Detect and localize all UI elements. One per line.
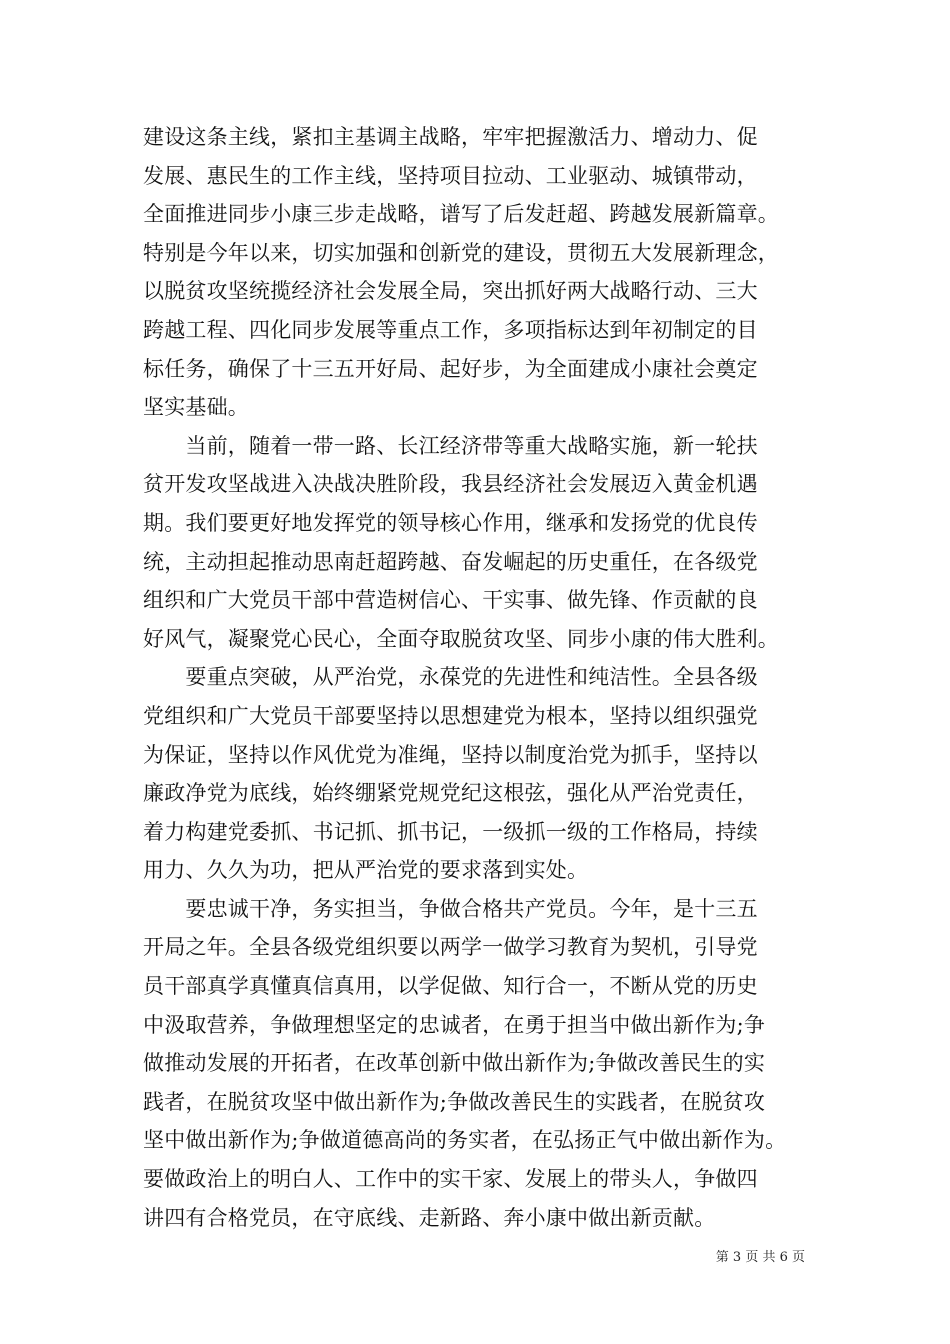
text-line: 发展、惠民生的工作主线，坚持项目拉动、工业驱动、城镇带动， — [143, 163, 758, 188]
text-line: 坚中做出新作为;争做道德高尚的务实者，在弘扬正气中做出新作为。 — [143, 1128, 787, 1153]
text-line: 用力、久久为功，把从严治党的要求落到实处。 — [143, 858, 589, 883]
text-line: 为保证，坚持以作风优党为准绳，坚持以制度治党为抓手，坚持以 — [143, 742, 758, 767]
text-line: 跨越工程、四化同步发展等重点工作，多项指标达到年初制定的目 — [143, 317, 758, 342]
text-line: 践者，在脱贫攻坚中做出新作为;争做改善民生的实践者，在脱贫攻 — [143, 1089, 766, 1114]
text-line: 做推动发展的开拓者，在改革创新中做出新作为;争做改善民生的实 — [143, 1051, 766, 1076]
text-line: 要忠诚干净，务实担当，争做合格共产党员。今年，是十三五 — [143, 896, 758, 921]
text-line: 员干部真学真懂真信真用，以学促做、知行合一，不断从党的历史 — [143, 974, 758, 999]
text-line: 开局之年。全县各级党组织要以两学一做学习教育为契机，引导党 — [143, 935, 758, 960]
text-line: 要做政治上的明白人、工作中的实干家、发展上的带头人，争做四 — [143, 1167, 758, 1192]
text-line: 当前，随着一带一路、长江经济带等重大战略实施，新一轮扶 — [143, 433, 758, 458]
text-line: 特别是今年以来，切实加强和创新党的建设，贯彻五大发展新理念， — [143, 240, 779, 265]
text-line: 党组织和广大党员干部要坚持以思想建党为根本，坚持以组织强党 — [143, 703, 758, 728]
text-line: 中汲取营养，争做理想坚定的忠诚者，在勇于担当中做出新作为;争 — [143, 1012, 766, 1037]
text-line: 要重点突破，从严治党，永葆党的先进性和纯洁性。全县各级 — [143, 665, 758, 690]
text-line: 坚实基础。 — [143, 395, 249, 420]
page-number-footer: 第 3 页 共 6 页 — [715, 1250, 805, 1265]
text-line: 建设这条主线，紧扣主基调主战略，牢牢把握激活力、增动力、促 — [143, 125, 758, 149]
text-line: 标任务，确保了十三五开好局、起好步，为全面建成小康社会奠定 — [143, 356, 758, 381]
text-line: 着力构建党委抓、书记抓、抓书记，一级抓一级的工作格局，持续 — [143, 819, 758, 844]
text-line: 全面推进同步小康三步走战略，谱写了后发赶超、跨越发展新篇章。 — [143, 202, 779, 227]
text-line: 廉政净党为底线，始终绷紧党规党纪这根弦，强化从严治党责任， — [143, 781, 758, 806]
text-line: 好风气，凝聚党心民心，全面夺取脱贫攻坚、同步小康的伟大胜利。 — [143, 626, 779, 651]
text-line: 贫开发攻坚战进入决战决胜阶段，我县经济社会发展迈入黄金机遇 — [143, 472, 758, 497]
text-line: 统，主动担起推动思南赶超跨越、奋发崛起的历史重任，在各级党 — [143, 549, 758, 574]
text-line: 期。我们要更好地发挥党的领导核心作用，继承和发扬党的优良传 — [143, 510, 758, 535]
text-line: 讲四有合格党员，在守底线、走新路、奔小康中做出新贡献。 — [143, 1205, 716, 1230]
document-body — [143, 118, 823, 1237]
text-line: 组织和广大党员干部中营造树信心、干实事、做先锋、作贡献的良 — [143, 588, 758, 613]
text-line: 以脱贫攻坚统揽经济社会发展全局，突出抓好两大战略行动、三大 — [143, 279, 758, 304]
